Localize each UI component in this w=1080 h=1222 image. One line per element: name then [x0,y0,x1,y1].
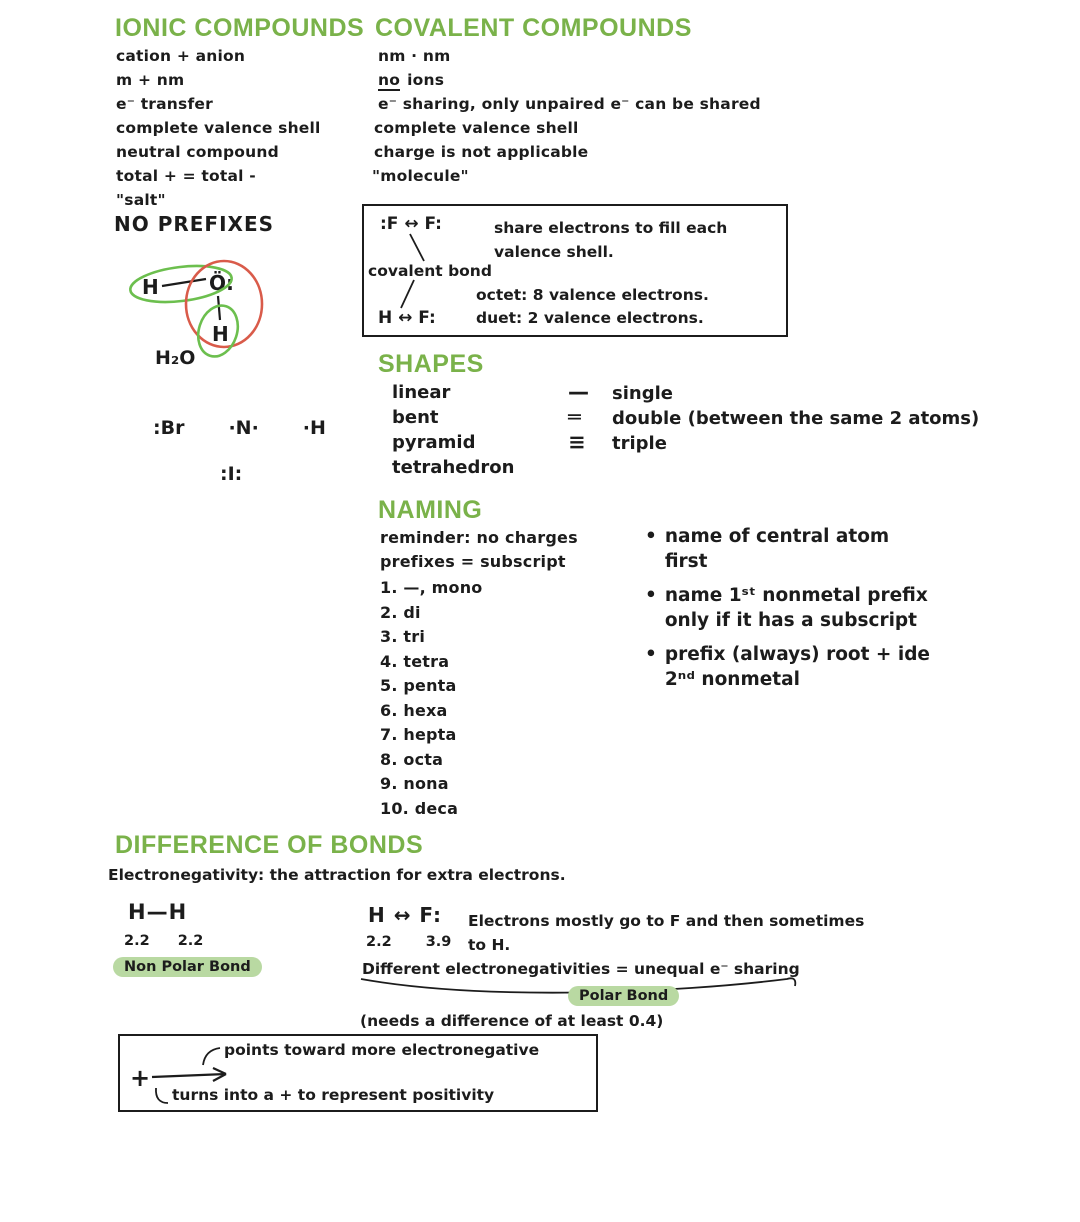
water-lewis-diagram [118,246,298,358]
prefix-9: 9. nona [380,774,449,793]
single-bond-symbol: — [568,380,589,404]
water-hydrogen-1: H [142,275,159,299]
lewis-iodine: :I: [220,463,243,485]
water-hydrogen-2: H [212,322,229,346]
ionic-title: IONIC COMPOUNDS [115,14,365,42]
top-note-curl [203,1048,220,1065]
ionic-line-3: e⁻ transfer [116,95,213,113]
naming-intro [380,526,578,574]
non-polar-bond-highlight: Non Polar Bond [113,957,262,977]
unequal-sharing-text: Different electronegativities = unequal e⁻ sharing [362,960,800,978]
naming-rule-2: • name 1ˢᵗ nonmetal prefix only if it has a subscript [645,585,928,631]
no-prefixes-note: NO PREFIXES [114,212,275,236]
prefix-10: 10. deca [380,798,459,818]
bullet: • [645,526,657,547]
ionic-line-4: complete valence shell [116,119,321,137]
naming-rules [645,524,975,701]
hf-polar-formula: H ↔ F: [368,903,442,927]
hh-value-1: 2.2 [124,933,150,949]
shape-bent: bent [392,407,439,428]
bond-types-list [568,380,979,455]
bond-type-triple: ≡ triple [568,430,667,454]
prefix-5: 5. penta [380,676,457,695]
lewis-nitrogen: ·N· [228,417,259,439]
hh-formula: H—H [128,900,188,924]
prefix-3: 3. tri [380,627,426,646]
ionic-line-5: neutral compound [116,143,279,161]
oh-bond-line-1 [162,279,206,286]
lewis-hydrogen: ·H [302,417,326,439]
prefix-7: 7. hepta [380,725,457,744]
covalent-line-6: "molecule" [372,167,469,185]
bullet: • [645,644,657,665]
hh-value-2: 2.2 [177,933,204,949]
naming-title: NAMING [378,496,483,524]
ionic-list [116,44,321,212]
share-electrons-text: share electrons to fill each valence shell. [494,219,728,261]
naming-rule-3: • prefix (always) root + ide 2ⁿᵈ nonmetal [645,644,930,690]
polar-description-line-1: Electrons mostly go to F and then sometimes [468,912,865,930]
fluorine-fluorine-formula: :F ↔ F: [380,214,442,234]
covalent-bond-box [362,204,788,337]
arrow-box-top-note: points toward more electronegative [224,1041,540,1059]
covalent-title: COVALENT COMPOUNDS [375,14,692,42]
water-oxygen: Ö: [209,271,234,295]
shapes-title: SHAPES [378,350,484,378]
electronegativity-definition: Electronegativity: the attraction for extra electrons. [108,866,566,884]
covalent-line-3: e⁻ sharing, only unpaired e⁻ can be shared [378,95,761,113]
ions-word: ions [407,71,445,89]
covalent-line-4: complete valence shell [374,119,579,137]
covalent-list [372,44,761,188]
hf-value-2: 3.9 [425,934,452,950]
lewis-bromine: :Br [153,417,185,439]
arrow-box-bottom-note: turns into a + to represent positivity [172,1086,495,1104]
oh-bond-line-2 [218,296,220,320]
difference-title: DIFFERENCE OF BONDS [115,831,424,859]
ionic-line-6: total + = total - [116,167,256,185]
prefix-list [380,576,482,821]
polar-description-line-2: to H. [468,936,511,954]
bullet: • [645,585,657,606]
prefix-1: 1. —, mono [380,578,483,597]
hf-electronegativity-values [366,934,451,950]
covalent-line-5: charge is not applicable [374,143,589,161]
prefix-2: 2. di [380,602,421,622]
covalent-line-1: nm · nm [378,47,451,65]
bond-type-double: ═ double (between the same 2 atoms) [568,405,980,429]
hh-electronegativity-values [124,933,203,949]
shape-pyramid: pyramid [392,432,476,453]
prefix-8: 8. octa [380,749,444,769]
octet-text: octet: 8 valence electrons. [476,286,709,304]
shape-linear: linear [392,382,451,403]
shape-tetrahedron: tetrahedron [392,457,515,478]
bottom-note-curl [156,1088,168,1103]
naming-rule-1: • name of central atom first [645,526,890,572]
lewis-atoms-row [153,417,326,439]
double-bond-symbol: ═ [568,405,581,429]
triple-bond-symbol: ≡ [568,430,586,454]
naming-subscript-note: prefixes = subscript [380,552,566,571]
dipole-plus-sign: + [130,1064,151,1092]
covalent-bond-label: covalent bond [368,262,492,280]
prefix-6: 6. hexa [380,700,448,720]
duet-text: duet: 2 valence electrons. [476,309,704,327]
ionic-line-7: "salt" [116,191,166,209]
shapes-list [392,380,514,480]
ionic-line-1: cation + anion [116,47,246,65]
ionic-line-2: m + nm [116,71,185,89]
difference-threshold-note: (needs a difference of at least 0.4) [360,1012,664,1030]
hf-value-1: 2.2 [366,934,392,950]
no-underlined-word: no [378,71,401,89]
covalent-line-2 [378,68,761,92]
polar-bond-highlight: Polar Bond [568,986,679,1006]
bond-type-single: — single [568,380,673,404]
naming-reminder: reminder: no charges [380,528,578,547]
hydrogen-fluorine-formula: H ↔ F: [378,308,436,328]
h2o-label: H₂O [155,347,196,369]
dipole-arrow-box [118,1034,598,1112]
prefix-4: 4. tetra [380,651,450,671]
